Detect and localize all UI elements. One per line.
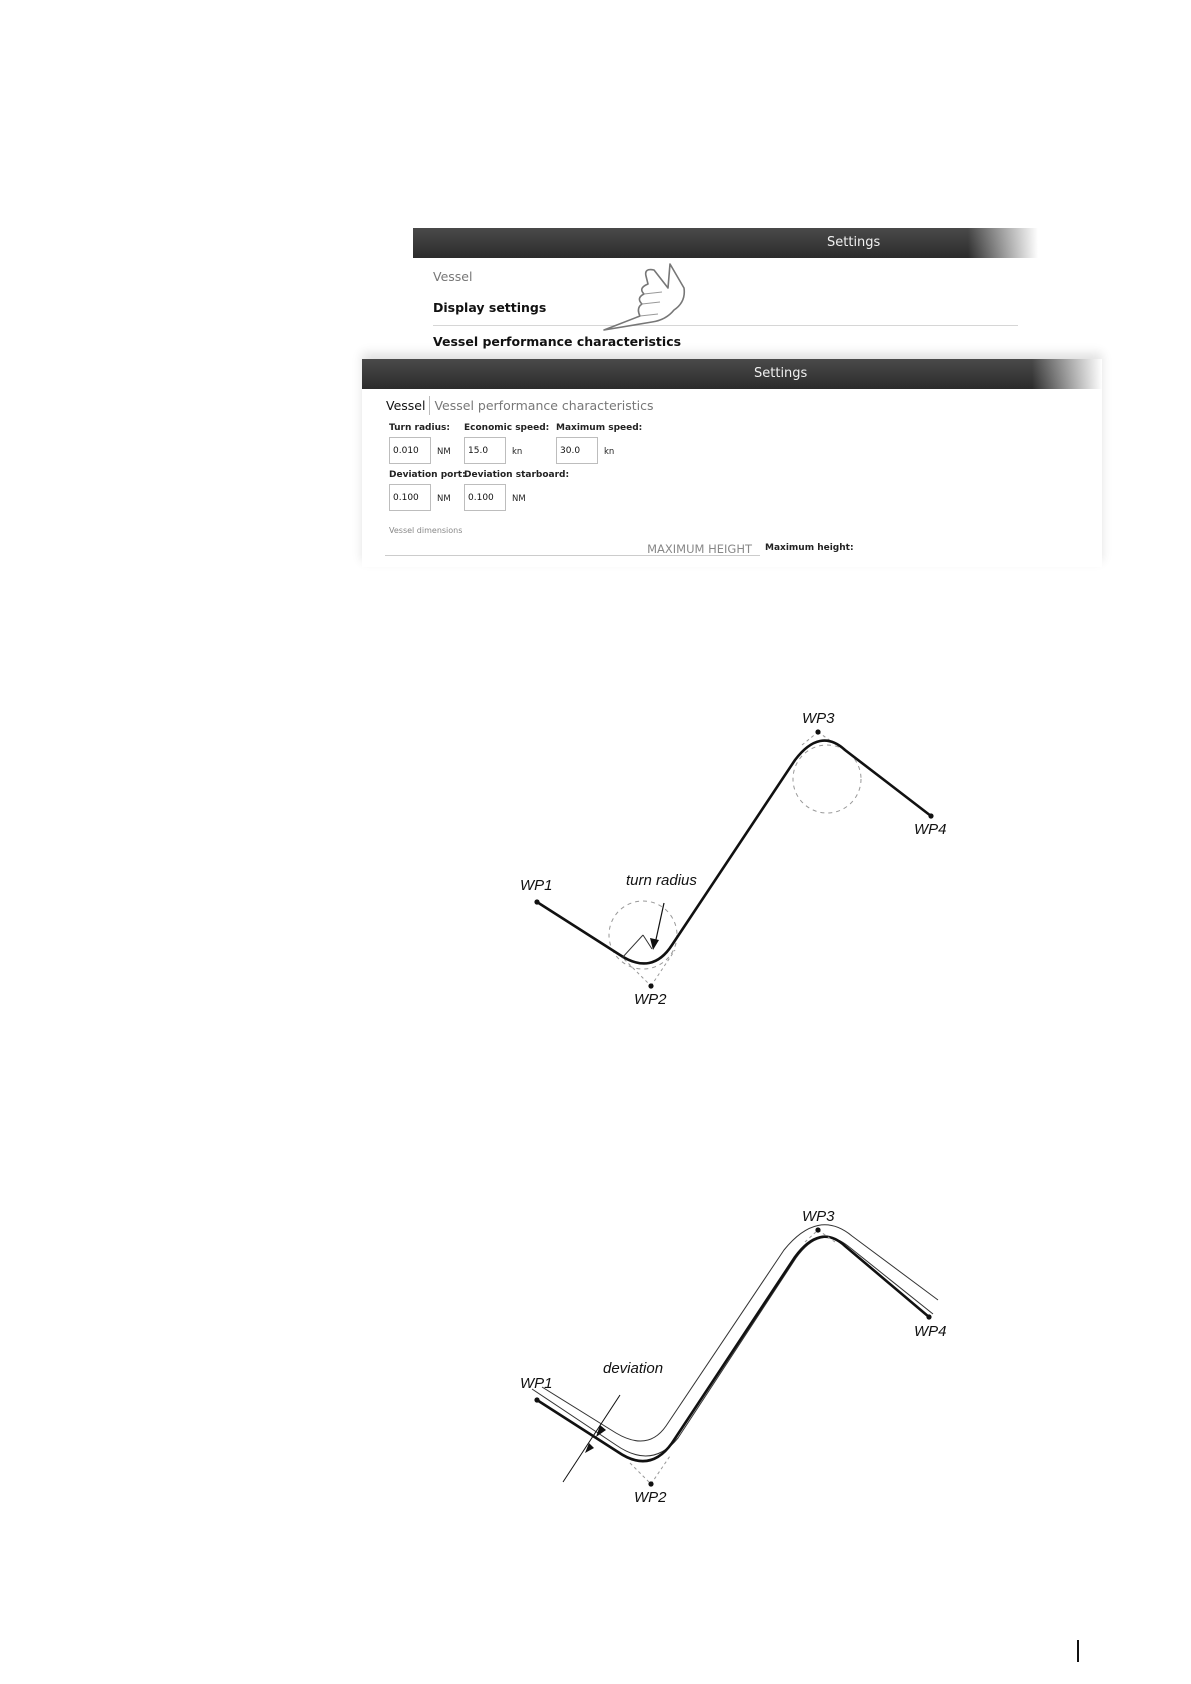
window-title: Settings	[827, 235, 881, 250]
deviation-starboard-unit: NM	[512, 494, 526, 504]
hand-pointer-icon	[600, 258, 720, 338]
menu-item-display-settings[interactable]: Display settings	[433, 300, 547, 315]
settings-window-back	[413, 228, 1038, 360]
deviation-measure-line	[563, 1395, 620, 1482]
wp3-dot	[815, 729, 820, 734]
wp1-dot	[534, 1397, 539, 1402]
deviation-annotation: deviation	[603, 1360, 664, 1377]
deviation-port-label: Deviation port:	[389, 470, 466, 480]
route-path	[537, 1237, 929, 1461]
waypoint-dots	[534, 1227, 931, 1486]
wp2-dot	[648, 1481, 653, 1486]
turn-radius-unit: NM	[437, 447, 451, 457]
maximum-speed-input[interactable]: 30.0	[556, 437, 598, 464]
deviation-port-input[interactable]: 0.100	[389, 484, 431, 511]
wp4-label: WP4	[914, 821, 947, 838]
tab-vessel[interactable]: Vessel	[382, 396, 430, 415]
wp3-label: WP3	[802, 1208, 835, 1225]
vessel-dimensions-panel	[385, 542, 760, 567]
tab-vessel-performance[interactable]: Vessel performance characteristics	[434, 398, 654, 413]
waypoint-dots	[534, 729, 933, 988]
menu-item-vessel-performance[interactable]: Vessel performance characteristics	[433, 334, 682, 349]
wp2-dot	[648, 983, 653, 988]
radius-arrowhead	[650, 938, 659, 950]
window-title: Settings	[754, 366, 808, 381]
menu-divider	[433, 325, 1018, 326]
deviation-arrowhead-bottom	[585, 1443, 594, 1453]
economic-speed-input[interactable]: 15.0	[464, 437, 506, 464]
turn-radius-label: Turn radius:	[389, 423, 450, 433]
maximum-height-label: Maximum height:	[765, 543, 854, 553]
wp1-label: WP1	[520, 877, 553, 894]
vessel-dimensions-label: Vessel dimensions	[389, 526, 463, 535]
wp2-label: WP2	[634, 991, 667, 1008]
deviation-corridor-inner	[542, 1225, 938, 1441]
radius-line	[622, 935, 643, 958]
deviation-starboard-label: Deviation starboard:	[464, 470, 570, 480]
wp3-label: WP3	[802, 710, 835, 727]
wp4-dot	[926, 1314, 931, 1319]
wp3-dot	[815, 1227, 820, 1232]
menu-item-vessel[interactable]: Vessel	[433, 269, 473, 284]
planned-legs	[630, 1230, 835, 1484]
wp4-label: WP4	[914, 1323, 947, 1340]
deviation-corridor-outer	[532, 1237, 933, 1456]
maximum-height-caption: MAXIMUM HEIGHT	[647, 542, 752, 556]
radius-arrow	[655, 903, 664, 944]
turn-circle-wp3	[793, 745, 861, 813]
wp1-label: WP1	[520, 1375, 553, 1392]
turn-circle-wp2	[609, 901, 677, 969]
wp1-dot	[534, 899, 539, 904]
planned-legs	[620, 732, 838, 986]
title-bar	[413, 228, 1038, 258]
tab-bar	[382, 396, 658, 415]
maximum-speed-unit: kn	[604, 447, 615, 457]
maximum-speed-label: Maximum speed:	[556, 423, 643, 433]
settings-window-front	[362, 359, 1102, 567]
page-marker	[1077, 1640, 1079, 1662]
deviation-port-unit: NM	[437, 494, 451, 504]
deviation-arrowhead-top	[596, 1425, 606, 1437]
turn-radius-input[interactable]: 0.010	[389, 437, 431, 464]
deviation-starboard-input[interactable]: 0.100	[464, 484, 506, 511]
wp2-label: WP2	[634, 1489, 667, 1506]
economic-speed-label: Economic speed:	[464, 423, 550, 433]
wp4-dot	[928, 813, 933, 818]
route-path	[537, 741, 931, 964]
title-bar	[362, 359, 1102, 389]
economic-speed-unit: kn	[512, 447, 523, 457]
turn-radius-annotation: turn radius	[626, 872, 697, 889]
